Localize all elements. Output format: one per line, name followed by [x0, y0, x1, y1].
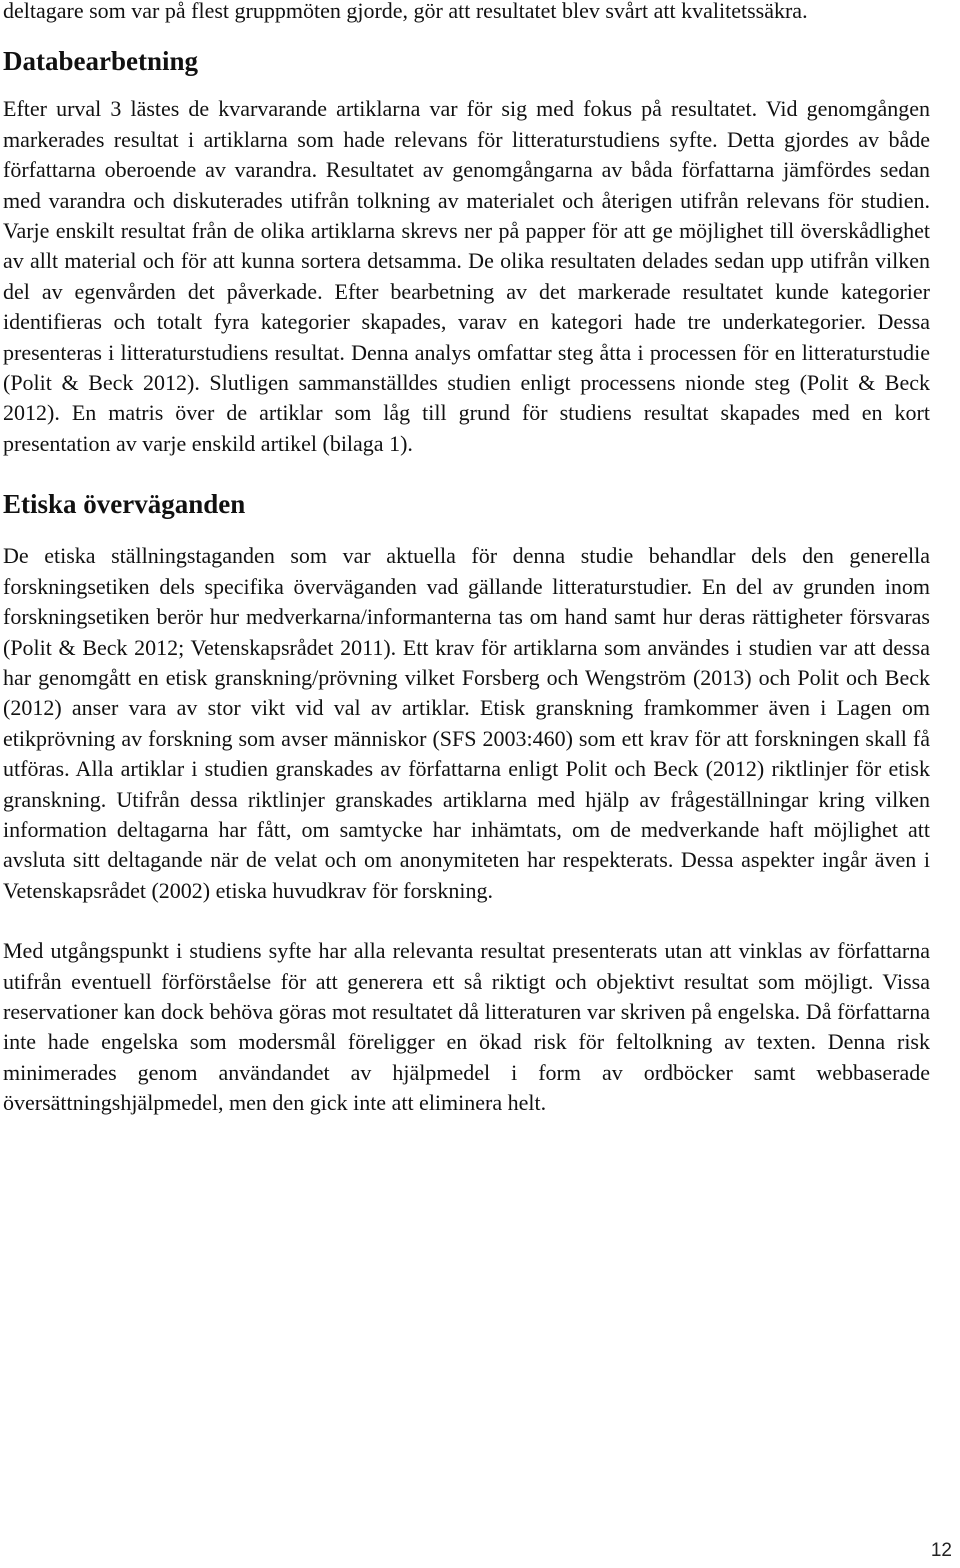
paragraph-etiska-1: De etiska ställningstaganden som var aktuella för denna studie behandlar dels den generella forskningsetiken dels specifika överväganden vad gällande litteraturstudier. En del av grunden inom forskningsetiken berör hur medverkarna/informanterna tas om hand samt hur deras rättigheter försvaras (Polit & Beck 2012; Vetenskapsrådet 2011). Ett krav för artiklarna som användes i studien var att dessa har genomgått en etisk granskning/prövning vilket Forsberg och Wengström (2013) och Polit och Beck (2012) anser vara av stor vikt vid val av artiklar. Etisk granskning framkommer även i Lagen om etikprövning av forskning som avser människor (SFS 2003:460) som ett krav för att forskningen skall få utföras. Alla artiklar i studien granskades av författarna enligt Polit och Beck (2012) riktlinjer för etisk granskning. Utifrån dessa riktlinjer granskades artiklarna med hjälp av frågeställningar kring vilken information deltagarna har fått, om samtycke har inhämtats, om de medverkande haft möjlighet att avsluta sitt deltagande när de velat och om anonymiteten har respekterats. Dessa aspekter ingår även i Vetenskapsrådet (2002) etiska huvudkrav för forskning. [3, 543, 930, 903]
paragraph-etiska-2: Med utgångspunkt i studiens syfte har alla relevanta resultat presenterats utan att vinklas av författarna utifrån eventuell förförståelse för att generera ett så riktigt och objektivt resultat som möjligt. Vissa reservationer kan dock behöva göras mot resultatet då litteraturen var skriven på engelska. Då författarna inte hade engelska som modersmål föreligger en ökad risk för feltolkning av texten. Denna risk minimerades genom användandet av hjälpmedel i form av ordböcker samt webbaserade översättningshjälpmedel, men den gick inte att eliminera helt. [3, 938, 930, 1116]
section-heading-databearbetning: Databearbetning [3, 46, 198, 77]
section-heading-etiska-overvaganden: Etiska överväganden [3, 489, 246, 520]
continued-paragraph: deltagare som var på flest gruppmöten gjorde, gör att resultatet blev svårt att kvalitetssäkra. [3, 0, 808, 23]
page-number: 12 [930, 1540, 952, 1561]
paragraph-databearbetning: Efter urval 3 lästes de kvarvarande artiklarna var för sig med fokus på resultatet. Vid genomgången markerades resultat i artiklarna som hade relevans för litteraturstudiens syfte. Detta gjordes av både författarna oberoende av varandra. Resultatet av genomgångarna av båda författarna jämfördes sedan med varandra och diskuterades utifrån tolkning av materialet och återigen utifrån relevans för studien. Varje enskilt resultat från de olika artiklarna skrevs ner på papper för att ge möjlighet till överskådlighet av allt material och för att kunna sortera detsamma. De olika resultaten delades sedan upp utifrån vilken del av egenvården det påverkade. Efter bearbetning av det markerade resultatet kunde kategorier identifieras och totalt fyra kategorier skapades, varav en kategori hade tre underkategorier. Dessa presenteras i litteraturstudiens resultat. Denna analys omfattar steg åtta i processen för en litteraturstudie (Polit & Beck 2012). Slutligen sammanställdes studien enligt processens nionde steg (Polit & Beck 2012). En matris över de artiklar som låg till grund för studiens resultat skapades med en kort presentation av varje enskild artikel (bilaga 1). [3, 96, 930, 456]
paragraph-spacer [3, 906, 930, 936]
